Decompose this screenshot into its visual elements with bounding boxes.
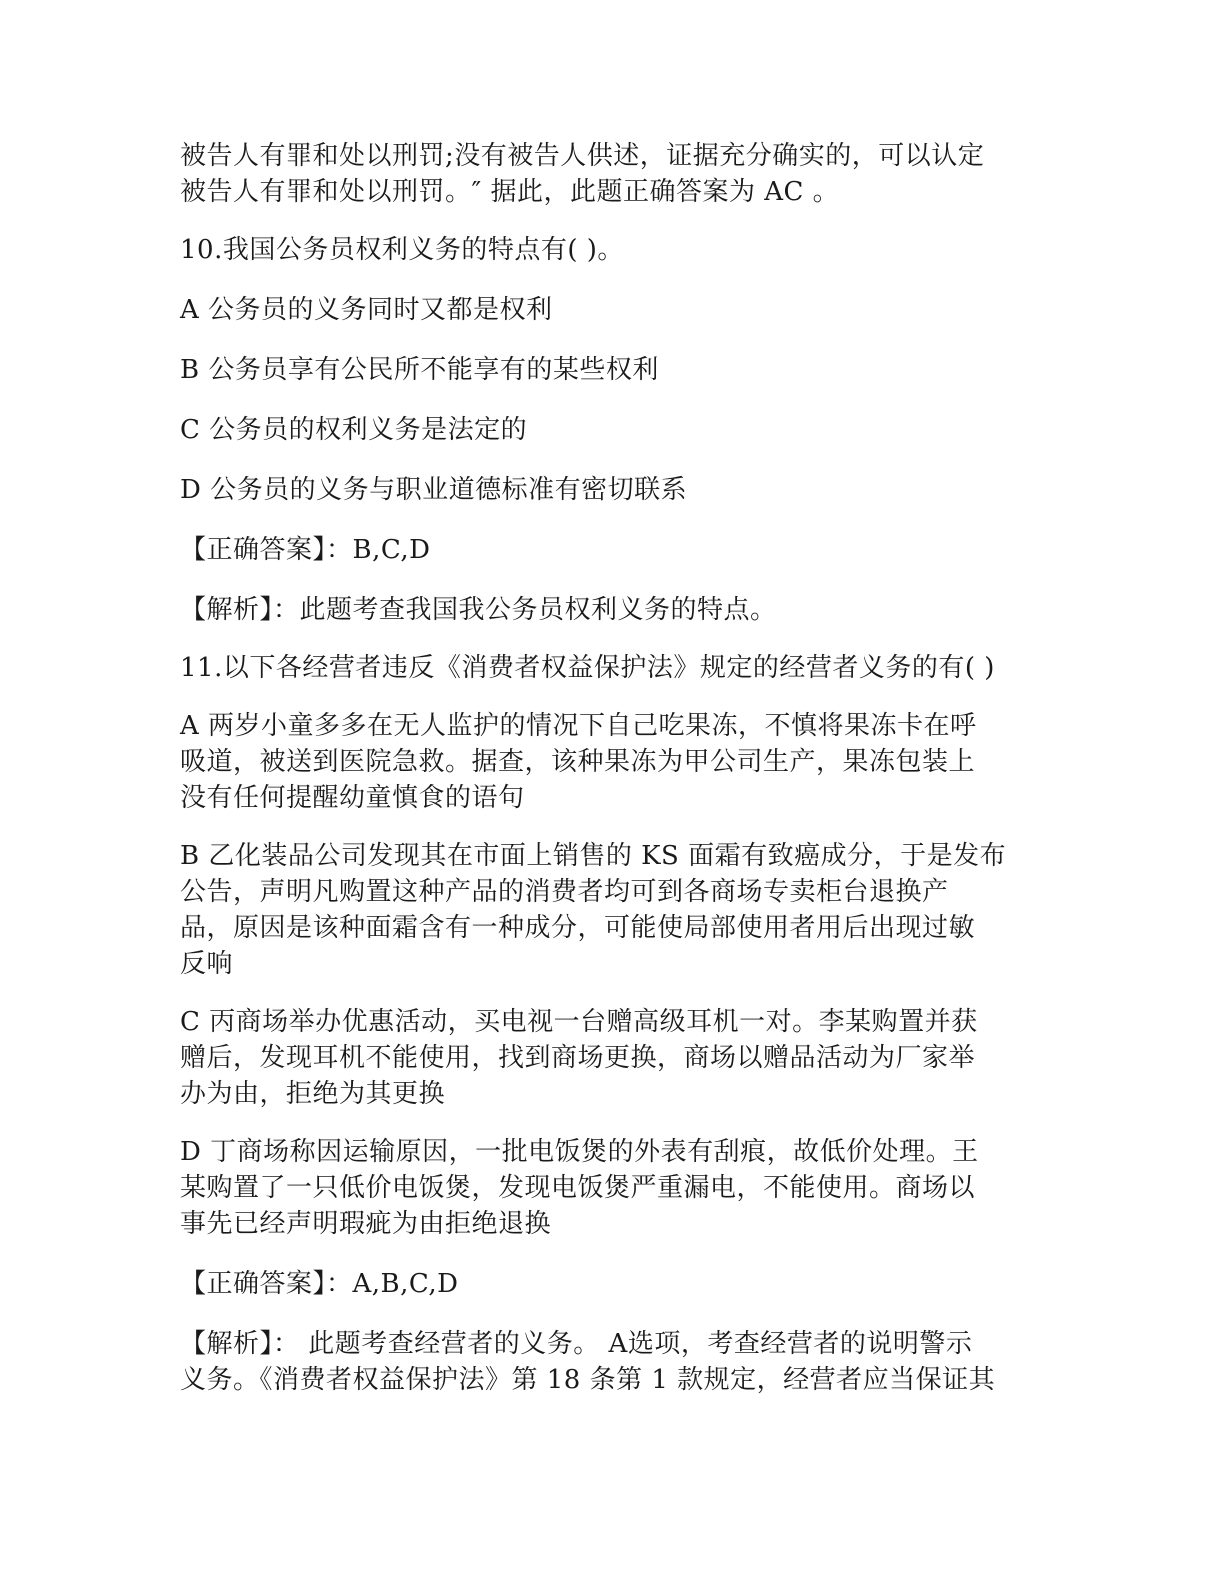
text-line: 公告，声明凡购置这种产品的消费者均可到各商场专卖柜台退换产 [180, 877, 949, 907]
text-line: 没有任何提醒幼童慎食的语句 [180, 783, 525, 813]
answer-label: 【正确答案】： [180, 535, 353, 565]
question-11-option-b [180, 838, 1040, 982]
question-10-option-a: A 公务员的义务同时又都是权利 [180, 295, 553, 325]
text-line: D 丁商场称因运输原因，一批电饭煲的外表有刮痕，故低价处理。王 [180, 1137, 979, 1167]
question-10-answer [180, 532, 1040, 568]
answer-value: A,B,C,D [352, 1269, 459, 1299]
explanation-label: 【解析】： [180, 1329, 300, 1359]
text-line: 某购置了一只低价电饭煲，发现电饭煲严重漏电，不能使用。商场以 [180, 1173, 976, 1203]
question-11-stem: 11.以下各经营者违反《消费者权益保护法》规定的经营者义务的有( ) [180, 653, 995, 683]
text-line: 反响 [180, 949, 234, 979]
text-line [180, 1326, 1040, 1362]
text-line: 赠后，发现耳机不能使用，找到商场更换，商场以赠品活动为厂家举 [180, 1043, 976, 1073]
document-page [180, 138, 1040, 1398]
explanation-label: 【解析】： [180, 595, 300, 625]
answer-label: 【正确答案】： [180, 1269, 353, 1299]
question-11-option-d [180, 1134, 1040, 1242]
explanation-text: 此题考查我国我公务员权利义务的特点。 [299, 595, 777, 625]
question-11-explanation [180, 1326, 1040, 1398]
question-10-stem: 10.我国公务员权利义务的特点有( )。 [180, 235, 624, 265]
carryover-paragraph [180, 138, 1040, 210]
question-10-option-b: B 公务员享有公民所不能享有的某些权利 [180, 355, 659, 385]
text-line: 被告人有罪和处以刑罚;没有被告人供述，证据充分确实的，可以认定 [180, 141, 985, 171]
question-11-option-a [180, 708, 1040, 816]
text-line: 品，原因是该种面霜含有一种成分，可能使局部使用者用后出现过敏 [180, 913, 976, 943]
question-11-answer [180, 1266, 1040, 1302]
text-line: 义务。《消费者权益保护法》第 18 条第 1 款规定，经营者应当保证其 [180, 1365, 996, 1395]
text-line: B 乙化装品公司发现其在市面上销售的 KS 面霜有致癌成分，于是发布 [180, 841, 1007, 871]
text-line: A 两岁小童多多在无人监护的情况下自己吃果冻，不慎将果冻卡在呼 [180, 711, 977, 741]
question-10-option-d: D 公务员的义务与职业道德标准有密切联系 [180, 475, 688, 505]
text-line: 被告人有罪和处以刑罚。″ 据此，此题正确答案为 AC 。 [180, 177, 840, 207]
explanation-text: 此题考查经营者的义务。 A选项，考查经营者的说明警示 [299, 1329, 973, 1359]
text-line: 事先已经声明瑕疵为由拒绝退换 [180, 1209, 552, 1239]
question-11-option-c [180, 1004, 1040, 1112]
text-line: C 丙商场举办优惠活动，买电视一台赠高级耳机一对。李某购置并获 [180, 1007, 978, 1037]
question-10-option-c: C 公务员的权利义务是法定的 [180, 415, 528, 445]
question-10-explanation [180, 592, 1040, 628]
text-line: 吸道，被送到医院急救。据查，该种果冻为甲公司生产，果冻包装上 [180, 747, 976, 777]
answer-value: B,C,D [352, 535, 431, 565]
text-line: 办为由，拒绝为其更换 [180, 1079, 446, 1109]
